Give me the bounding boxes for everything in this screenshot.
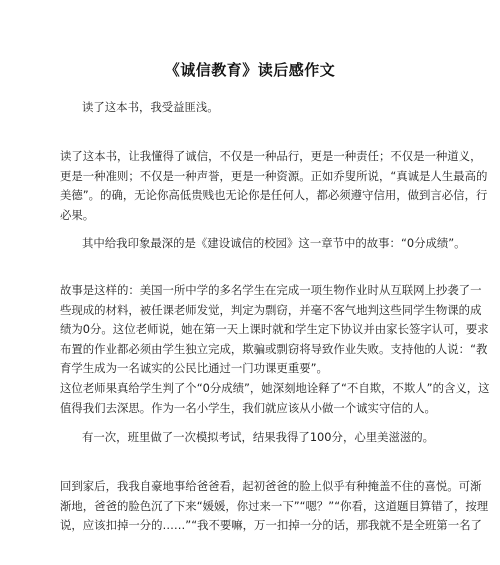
paragraph-line: 读了这本书，我受益匪浅。 [82, 100, 219, 114]
paragraph-4 [60, 281, 489, 379]
paragraph-7 [60, 477, 489, 536]
paragraph-line: 布置的作业都必须由学生独立完成，欺骗或剽窃将导致作业失败。支持他的人说：“教 [60, 341, 488, 356]
paragraph-line: 些现成的材料，被任课老师发觉，判定为剽窃，并毫不客气地判这些同学生物课的成 [60, 302, 482, 317]
paragraph-line: 有一次，班里做了一次模拟考试，结果我得了100分，心里美滋滋的。 [82, 430, 435, 444]
paragraph-line: 这位老师果真给学生判了个“0分成绩”，她深刻地诠释了“不自欺，不欺人”的含义，这 [60, 381, 490, 395]
paragraph-line: 读了这本书，让我懂得了诚信，不仅是一种品行，更是一种责任；不仅是一种道义， [60, 149, 482, 163]
paragraph-line: 值得我们去深思。作为一名小学生，我们就应该从小做一个诚实守信的人。 [60, 400, 436, 415]
paragraph-5 [60, 379, 490, 418]
paragraph-line: 更是一种准则；不仅是一种声誉，更是一种资源。正如乔叟所说，“真诚是人生最高的 [60, 168, 488, 183]
document-title: 《诚信教育》读后感作文 [164, 61, 336, 79]
paragraph-line: 渐地，爸爸的脸色沉了下来“媛媛，你过来一下”“嗯？”“你看，这道题目算错了，按理 [60, 498, 489, 513]
paragraph-line: 回到家后，我我自豪地事给爸爸看，起初爸爸的脸上似乎有种掩盖不住的喜悦。可渐 [60, 479, 482, 493]
paragraph-line: 育学生成为一名诚实的公民比通过一门功课更重要”。 [60, 361, 328, 376]
paragraph-line: 必果。 [60, 207, 95, 222]
paragraph-2 [60, 147, 488, 225]
paragraph-1 [60, 98, 467, 118]
paragraph-3 [60, 234, 467, 254]
paragraph-line: 绩为0分。这位老师说，她在第一天上课时就和学生定下协议并由家长签字认可，要求 [60, 322, 489, 337]
paragraph-line: 故事是这样的：美国一所中学的多名学生在完成一项生物作业时从互联网上抄袭了一 [60, 283, 482, 297]
paragraph-6 [60, 428, 467, 448]
paragraph-line: 其中给我印象最深的是《建设诚信的校园》这一章节中的故事：“0分成绩”。 [82, 236, 466, 250]
paragraph-line: 说，应该扣掉一分的……”“我不要嘛，万一扣掉一分的话，那我就不是全班第一名了 [60, 518, 482, 533]
paragraph-line: 美德”。的确，无论你高低贵贱也无论你是任何人，都必须遵守信用，做到言必信，行 [60, 188, 488, 203]
